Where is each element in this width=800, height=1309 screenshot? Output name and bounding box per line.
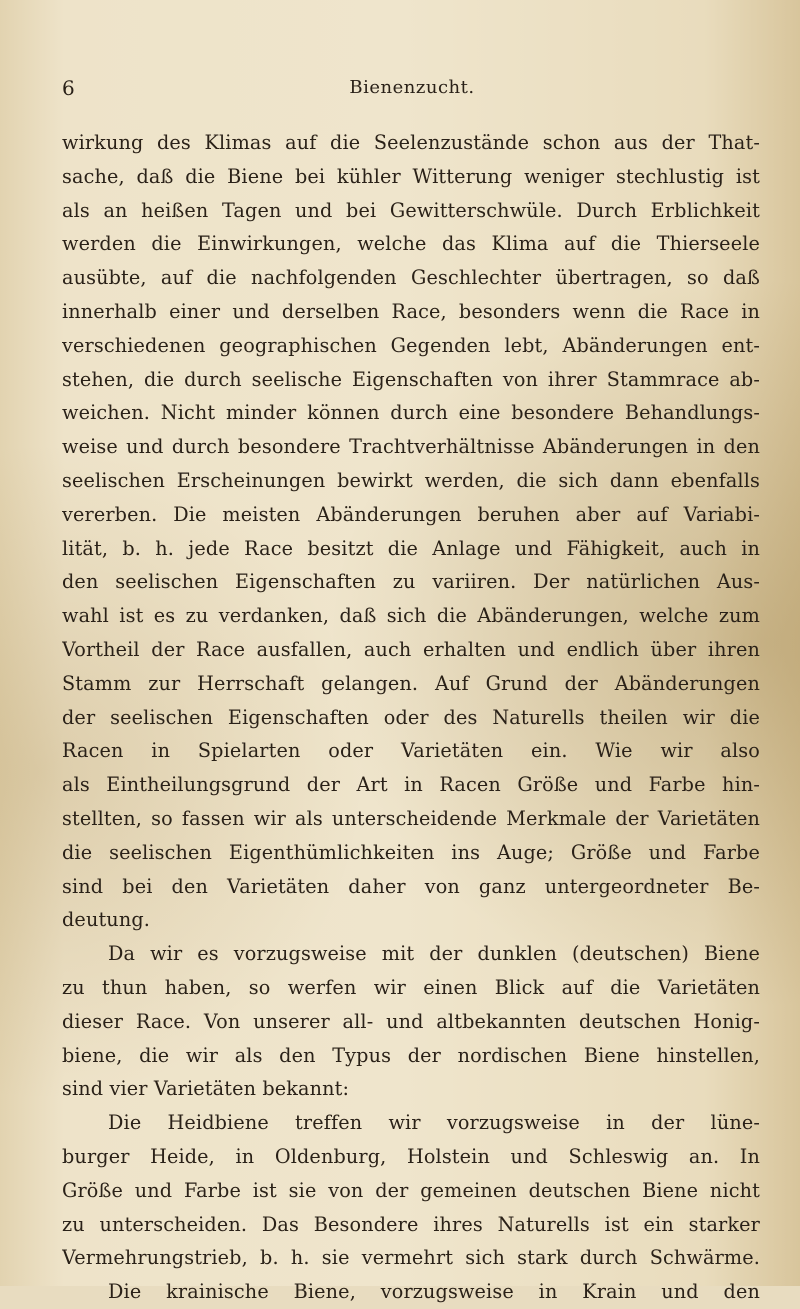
- body-text: [62, 126, 760, 1309]
- text-line: seelischen Erscheinungen bewirkt werden, die sich dann ebenfalls: [62, 468, 760, 492]
- text-line: Die Heidbiene treffen wir vorzugsweise in der lüne-: [108, 1111, 760, 1135]
- text-line: weichen. Nicht minder können durch eine besondere Behandlungs-: [62, 401, 760, 425]
- text-line: dieser Race. Von unserer all- und altbekannten deutschen Honig-: [62, 1009, 760, 1033]
- text-line: stellten, so fassen wir als unterscheidende Merkmale der Varietäten: [62, 806, 760, 830]
- text-line: Vermehrungstrieb, b. h. sie vermehrt sich stark durch Schwärme.: [62, 1246, 760, 1270]
- text-line: sind bei den Varietäten daher von ganz untergeordneter Be-: [62, 874, 760, 898]
- text-line: zu thun haben, so werfen wir einen Blick auf die Varietäten: [62, 975, 760, 999]
- text-line: deutung.: [62, 908, 151, 932]
- text-line: sind vier Varietäten bekannt:: [62, 1077, 350, 1101]
- text-line: Racen in Spielarten oder Varietäten ein. Wie wir also: [62, 739, 760, 763]
- text-line: Da wir es vorzugsweise mit der dunklen (deutschen) Biene: [108, 942, 760, 966]
- text-line: als an heißen Tagen und bei Gewitterschwüle. Durch Erblichkeit: [62, 198, 760, 222]
- text-line: Die krainische Biene, vorzugsweise in Krain und den: [108, 1280, 760, 1304]
- text-line: wahl ist es zu verdanken, daß sich die Abänderungen, welche zum: [62, 604, 760, 628]
- text-line: die seelischen Eigenthümlichkeiten ins Auge; Größe und Farbe: [62, 840, 760, 864]
- text-line: wirkung des Klimas auf die Seelenzustände schon aus der That-: [62, 131, 760, 154]
- text-line: den seelischen Eigenschaften zu variiren. Der natürlichen Aus-: [62, 570, 760, 594]
- text-line: Vortheil der Race ausfallen, auch erhalten und endlich über ihren: [62, 637, 760, 661]
- text-line: stehen, die durch seelische Eigenschaften von ihrer Stammrace ab-: [62, 367, 760, 391]
- text-line: burger Heide, in Oldenburg, Holstein und Schleswig an. In: [62, 1144, 760, 1168]
- page-header: [62, 76, 762, 106]
- text-line: weise und durch besondere Trachtverhältnisse Abänderungen in den: [62, 435, 760, 459]
- text-line: zu unterscheiden. Das Besondere ihres Naturells ist ein starker: [62, 1212, 760, 1236]
- text-line: der seelischen Eigenschaften oder des Naturells theilen wir die: [62, 705, 760, 729]
- text-line: innerhalb einer und derselben Race, besonders wenn die Race in: [62, 299, 760, 323]
- text-line: biene, die wir als den Typus der nordischen Biene hinstellen,: [62, 1043, 760, 1067]
- running-head: Bienenzucht.: [349, 77, 475, 98]
- text-line: als Eintheilungsgrund der Art in Racen Größe und Farbe hin-: [62, 773, 760, 797]
- page-number: 6: [62, 76, 75, 100]
- text-line: werden die Einwirkungen, welche das Klima auf die Thierseele: [62, 232, 760, 256]
- text-line: lität, b. h. jede Race besitzt die Anlage und Fähigkeit, auch in: [62, 536, 760, 560]
- text-line: sache, daß die Biene bei kühler Witterung weniger stechlustig ist: [62, 164, 760, 188]
- text-line: ausübte, auf die nachfolgenden Geschlechter übertragen, so daß: [62, 266, 760, 290]
- text-line: Stamm zur Herrschaft gelangen. Auf Grund der Abänderungen: [62, 671, 760, 695]
- text-line: Größe und Farbe ist sie von der gemeinen deutschen Biene nicht: [62, 1178, 760, 1202]
- text-line: vererben. Die meisten Abänderungen beruhen aber auf Variabi-: [62, 502, 760, 526]
- text-line: verschiedenen geographischen Gegenden lebt, Abänderungen ent-: [62, 333, 760, 357]
